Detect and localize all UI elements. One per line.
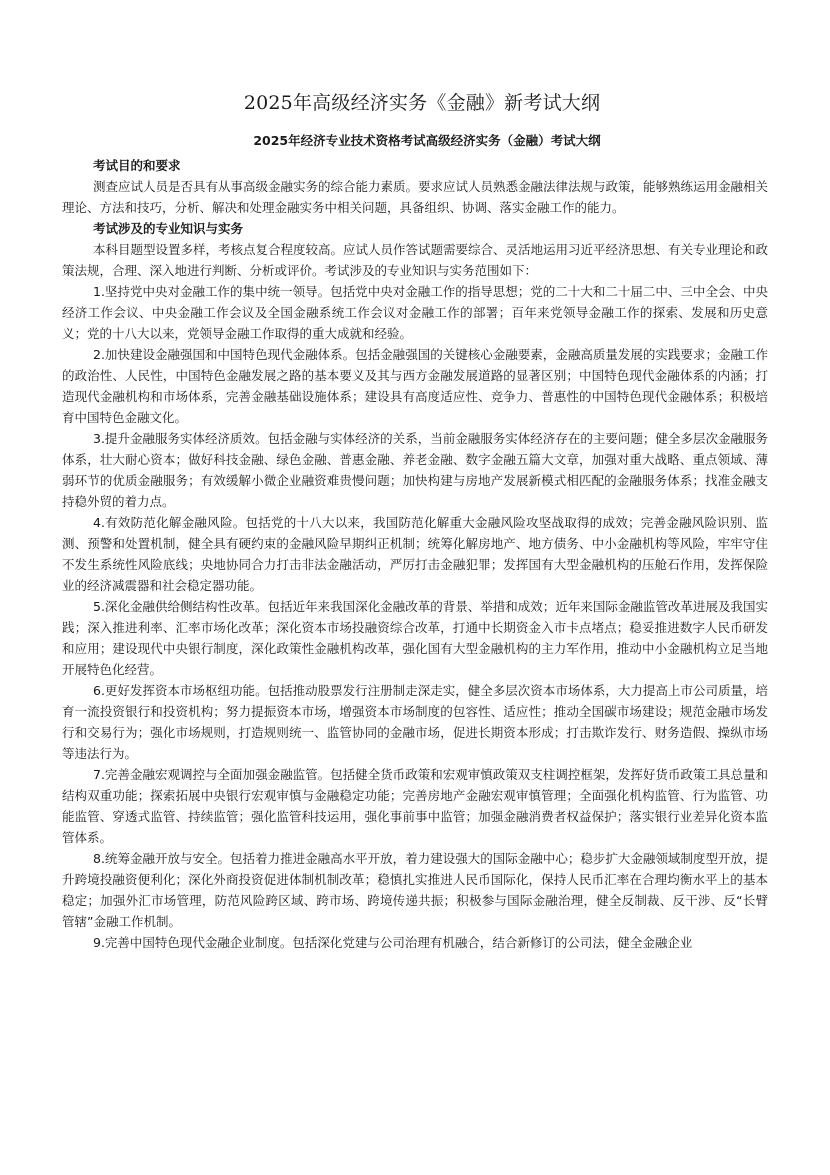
paragraph-item-6: 6.更好发挥资本市场枢纽功能。包括推动股票发行注册制走深走实，健全多层次资本市场体系，大力提高上市公司质量，培育一流投资银行和投资机构；努力提振资本市场，增强资本市场制度的包容性、适应性；推动全国碳市场建设；规范金融市场发行和交易行为；强化市场规则，打造规则统一、监管协同的金融市场，促进长期资本形成；打击欺诈发行、财务造假、操纵市场等违法行为。 — [62, 683, 768, 761]
document-subtitle: 2025年经济专业技术资格考试高级经济实务（金融）考试大纲 — [253, 133, 601, 148]
section-knowledge-scope — [62, 218, 768, 953]
paragraph-item-4: 4.有效防范化解金融风险。包括党的十八大以来，我国防范化解重大金融风险攻坚战取得的成效；完善金融风险识别、监测、预警和处置机制，健全具有硬约束的金融风险早期纠正机制；统筹化解房地产、地方债务、中小金融机构等风险，牢牢守住不发生系统性风险底线；央地协同合力打击非法金融活动，严厉打击金融犯罪；发挥国有大型金融机构的压舱石作用，发挥保险业的经济减震器和社会稳定器功能。 — [62, 515, 768, 593]
paragraph-item-3: 3.提升金融服务实体经济质效。包括金融与实体经济的关系，当前金融服务实体经济存在的主要问题；健全多层次金融服务体系，壮大耐心资本；做好科技金融、绿色金融、普惠金融、养老金融、数字金融五篇大文章，加强对重大战略、重点领域、薄弱环节的优质金融服务；有效缓解小微企业融资难贵慢问题；加快构建与房地产发展新模式相匹配的金融服务体系；找准金融支持稳外贸的着力点。 — [62, 431, 768, 509]
paragraph-item-1: 1.坚持党中央对金融工作的集中统一领导。包括党中央对金融工作的指导思想；党的二十大和二十届二中、三中全会、中央经济工作会议、中央金融工作会议及全国金融系统工作会议对金融工作的部署；百年来党领导金融工作的探索、发展和历史意义；党的十八大以来，党领导金融工作取得的重大成就和经验。 — [62, 284, 768, 341]
paragraph: 测查应试人员是否具有从事高级金融实务的综合能力素质。要求应试人员熟悉金融法律法规与政策，能够熟练运用金融相关理论、方法和技巧，分析、解决和处理金融实务中相关问题，具备组织、协调、落实金融工作的能力。 — [62, 179, 769, 215]
paragraph-item-8: 8.统筹金融开放与安全。包括着力推进金融高水平开放，着力建设强大的国际金融中心；稳步扩大金融领域制度型开放，提升跨境投融资便利化；深化外商投资促进体制机制改革；稳慎扎实推进人民币国际化，保持人民币汇率在合理均衡水平上的基本稳定；加强外汇市场管理，防范风险跨区域、跨市场、跨境传递共振；积极参与国际金融治理，健全反制裁、反干涉、反“长臂管辖”金融工作机制。 — [62, 851, 768, 929]
paragraph-item-9: 9.完善中国特色现代金融企业制度。包括深化党建与公司治理有机融合，结合新修订的公司法，健全金融企业 — [93, 935, 693, 950]
paragraph-item-7: 7.完善金融宏观调控与全面加强金融监管。包括健全货币政策和宏观审慎政策双支柱调控框架，发挥好货币政策工具总量和结构双重功能；探索拓展中央银行宏观审慎与金融稳定功能；完善房地产金融宏观审慎管理；全面强化机构监管、行为监管、功能监管、穿透式监管、持续监管；强化监管科技运用，强化事前事中监管；加强金融消费者权益保护；落实银行业差异化资本监管体系。 — [62, 767, 768, 845]
section-heading: 考试目的和要求 — [93, 158, 181, 173]
document-title: 2025年高级经济实务《金融》新考试大纲 — [243, 92, 601, 114]
paragraph-item-2: 2.加快建设金融强国和中国特色现代金融体系。包括金融强国的关键核心金融要素，金融高质量发展的实践要求；金融工作的政治性、人民性，中国特色金融发展之路的基本要义及其与西方金融发展道路的显著区别；中国特色现代金融体系的内涵；打造现代金融机构和市场体系，完善金融基础设施体系；建设具有高度适应性、竞争力、普惠性的中国特色现代金融体系；积极培育中国特色金融文化。 — [62, 347, 768, 425]
section-exam-purpose — [62, 155, 768, 218]
document-page — [62, 88, 768, 953]
paragraph-item-5: 5.深化金融供给侧结构性改革。包括近年来我国深化金融改革的背景、举措和成效；近年来国际金融监管改革进展及我国实践；深入推进利率、汇率市场化改革；深化资本市场投融资综合改革，打通中长期资金入市卡点堵点；稳妥推进数字人民币研发和应用；建设现代中央银行制度，深化政策性金融机构改革，强化国有大型金融机构的主力军作用，推动中小金融机构立足当地开展特色化经营。 — [62, 599, 768, 677]
section-heading: 考试涉及的专业知识与实务 — [93, 221, 244, 236]
paragraph: 本科目题型设置多样，考核点复合程度较高。应试人员作答试题需要综合、灵活地运用习近平经济思想、有关专业理论和政策法规，合理、深入地进行判断、分析或评价。考试涉及的专业知识与实务范围如下： — [62, 242, 769, 278]
